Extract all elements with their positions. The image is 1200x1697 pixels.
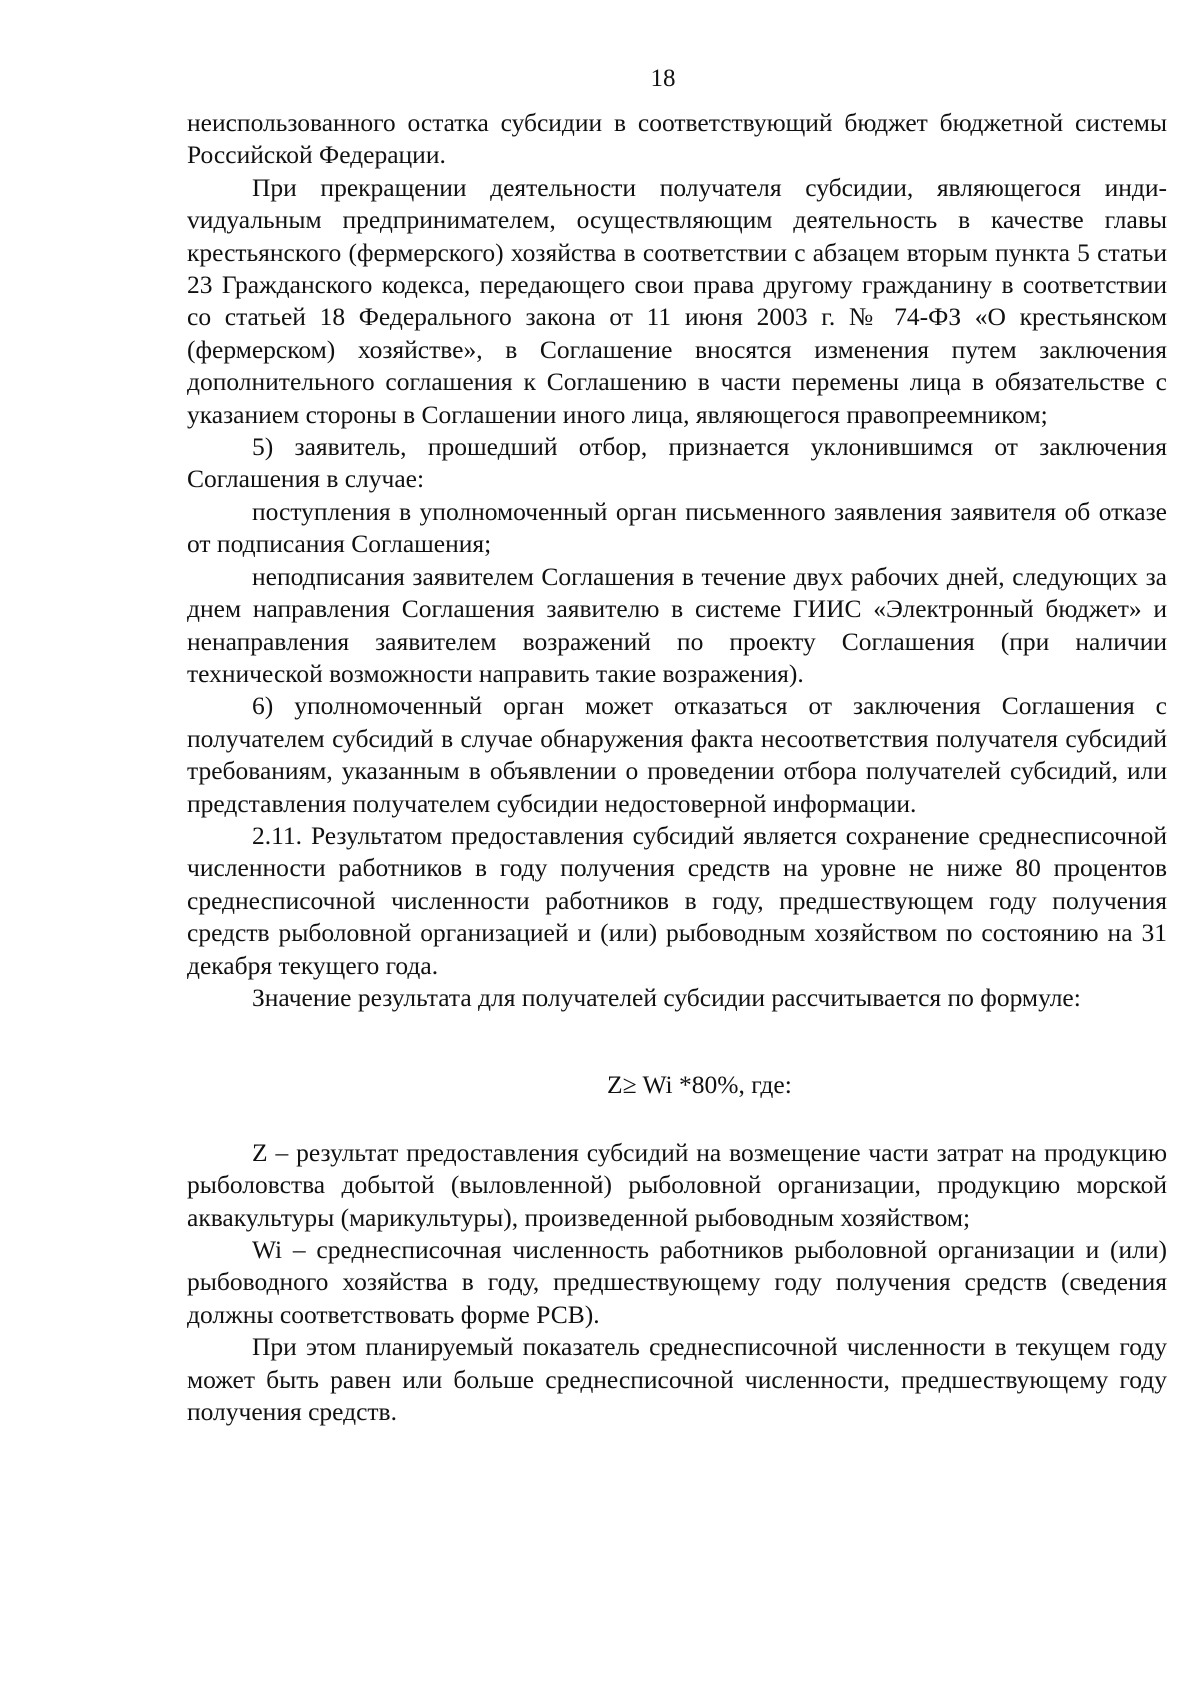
paragraph-8: Значение результата для получателей субсидии рассчитывается по формуле: (252, 982, 1081, 1012)
paragraph-3: 5) заявитель, прошедший отбор, признается уклонившимся от заключения Соглашения в случае: (187, 432, 1167, 494)
paragraph-5: неподписания заявителем Соглашения в течение двух рабочих дней, следующих за днем направления Соглашения заявителю в системе ГИИС «Электронный бюджет» и ненаправления заявителем возражений по проекту Соглашения (при наличии технической возможности направить такие возражения). (187, 561, 1167, 688)
paragraph-4: поступления в уполномоченный орган письменного заявления заявителя об отказе от подписания Соглашения; (187, 496, 1167, 559)
page-number: 18 (650, 65, 676, 92)
formula-text: Z≥ Wi *80%, где: (607, 1070, 792, 1100)
paragraph-2: При прекращении деятельности получателя субсидии, являющегося индиvидуальным предпринимателем, осуществляющим деятельность в качестве главы крестьянского (фермерского) хозяйства в соответствии с абзацем вторым пункта 5 статьи 23 Гражданского кодекса, передающего свои права другому гражданину в соответствии со статьей 18 Федерального закона от 11 июня 2003 г. № 74-ФЗ «О крестьянском (фермерском) хозяйстве», в Соглашение вносятся изменения путем заключения дополнительного соглашения к Соглашению в части перемены лица в обязательстве с указанием стороны в Соглашении иного лица, являющегося правопреемником; (187, 172, 1167, 429)
paragraph-6: 6) уполномоченный орган может отказаться от заключения Соглашения с получателем субсидий в случае обнаружения факта несоответствия получателя субсидий требованиям, указанным в объявлении о проведении отбора получателей субсидий, или представления получателем субсидии недостоверной информации. (187, 691, 1167, 818)
document-body (187, 107, 1167, 1428)
paragraph-10: Wi – среднесписочная численность работников рыболовной организации и (или) рыбоводного хозяйства в году, предшествующему году получения средств (сведения должны соответствовать форме РСВ). (187, 1235, 1167, 1329)
formula (187, 1069, 1167, 1101)
paragraph-1: неиспользованного остатка субсидии в соответствующий бюджет бюджетной системы Российской Федерации. (187, 108, 1167, 170)
paragraph-9: Z – результат предоставления субсидий на возмещение части затрат на продукцию рыболовства добытой (выловленной) рыболовной организации, продукцию морской аквакультуры (марикультуры), произведенной рыбоводным хозяйством; (187, 1137, 1167, 1232)
paragraph-7: 2.11. Результатом предоставления субсидий является сохранение среднесписочной численности работников в году получения средств на уровне не ниже 80 процентов среднесписочной численности работников в году, предшествующем году получения средств рыболовной организацией и (или) рыбоводным хозяйством по состоянию на 31 декабря текущего года. (187, 820, 1167, 980)
paragraph-11: При этом планируемый показатель среднесписочной численности в текущем году может быть равен или больше среднесписочной численности, предшествующему году получения средств. (187, 1332, 1167, 1427)
